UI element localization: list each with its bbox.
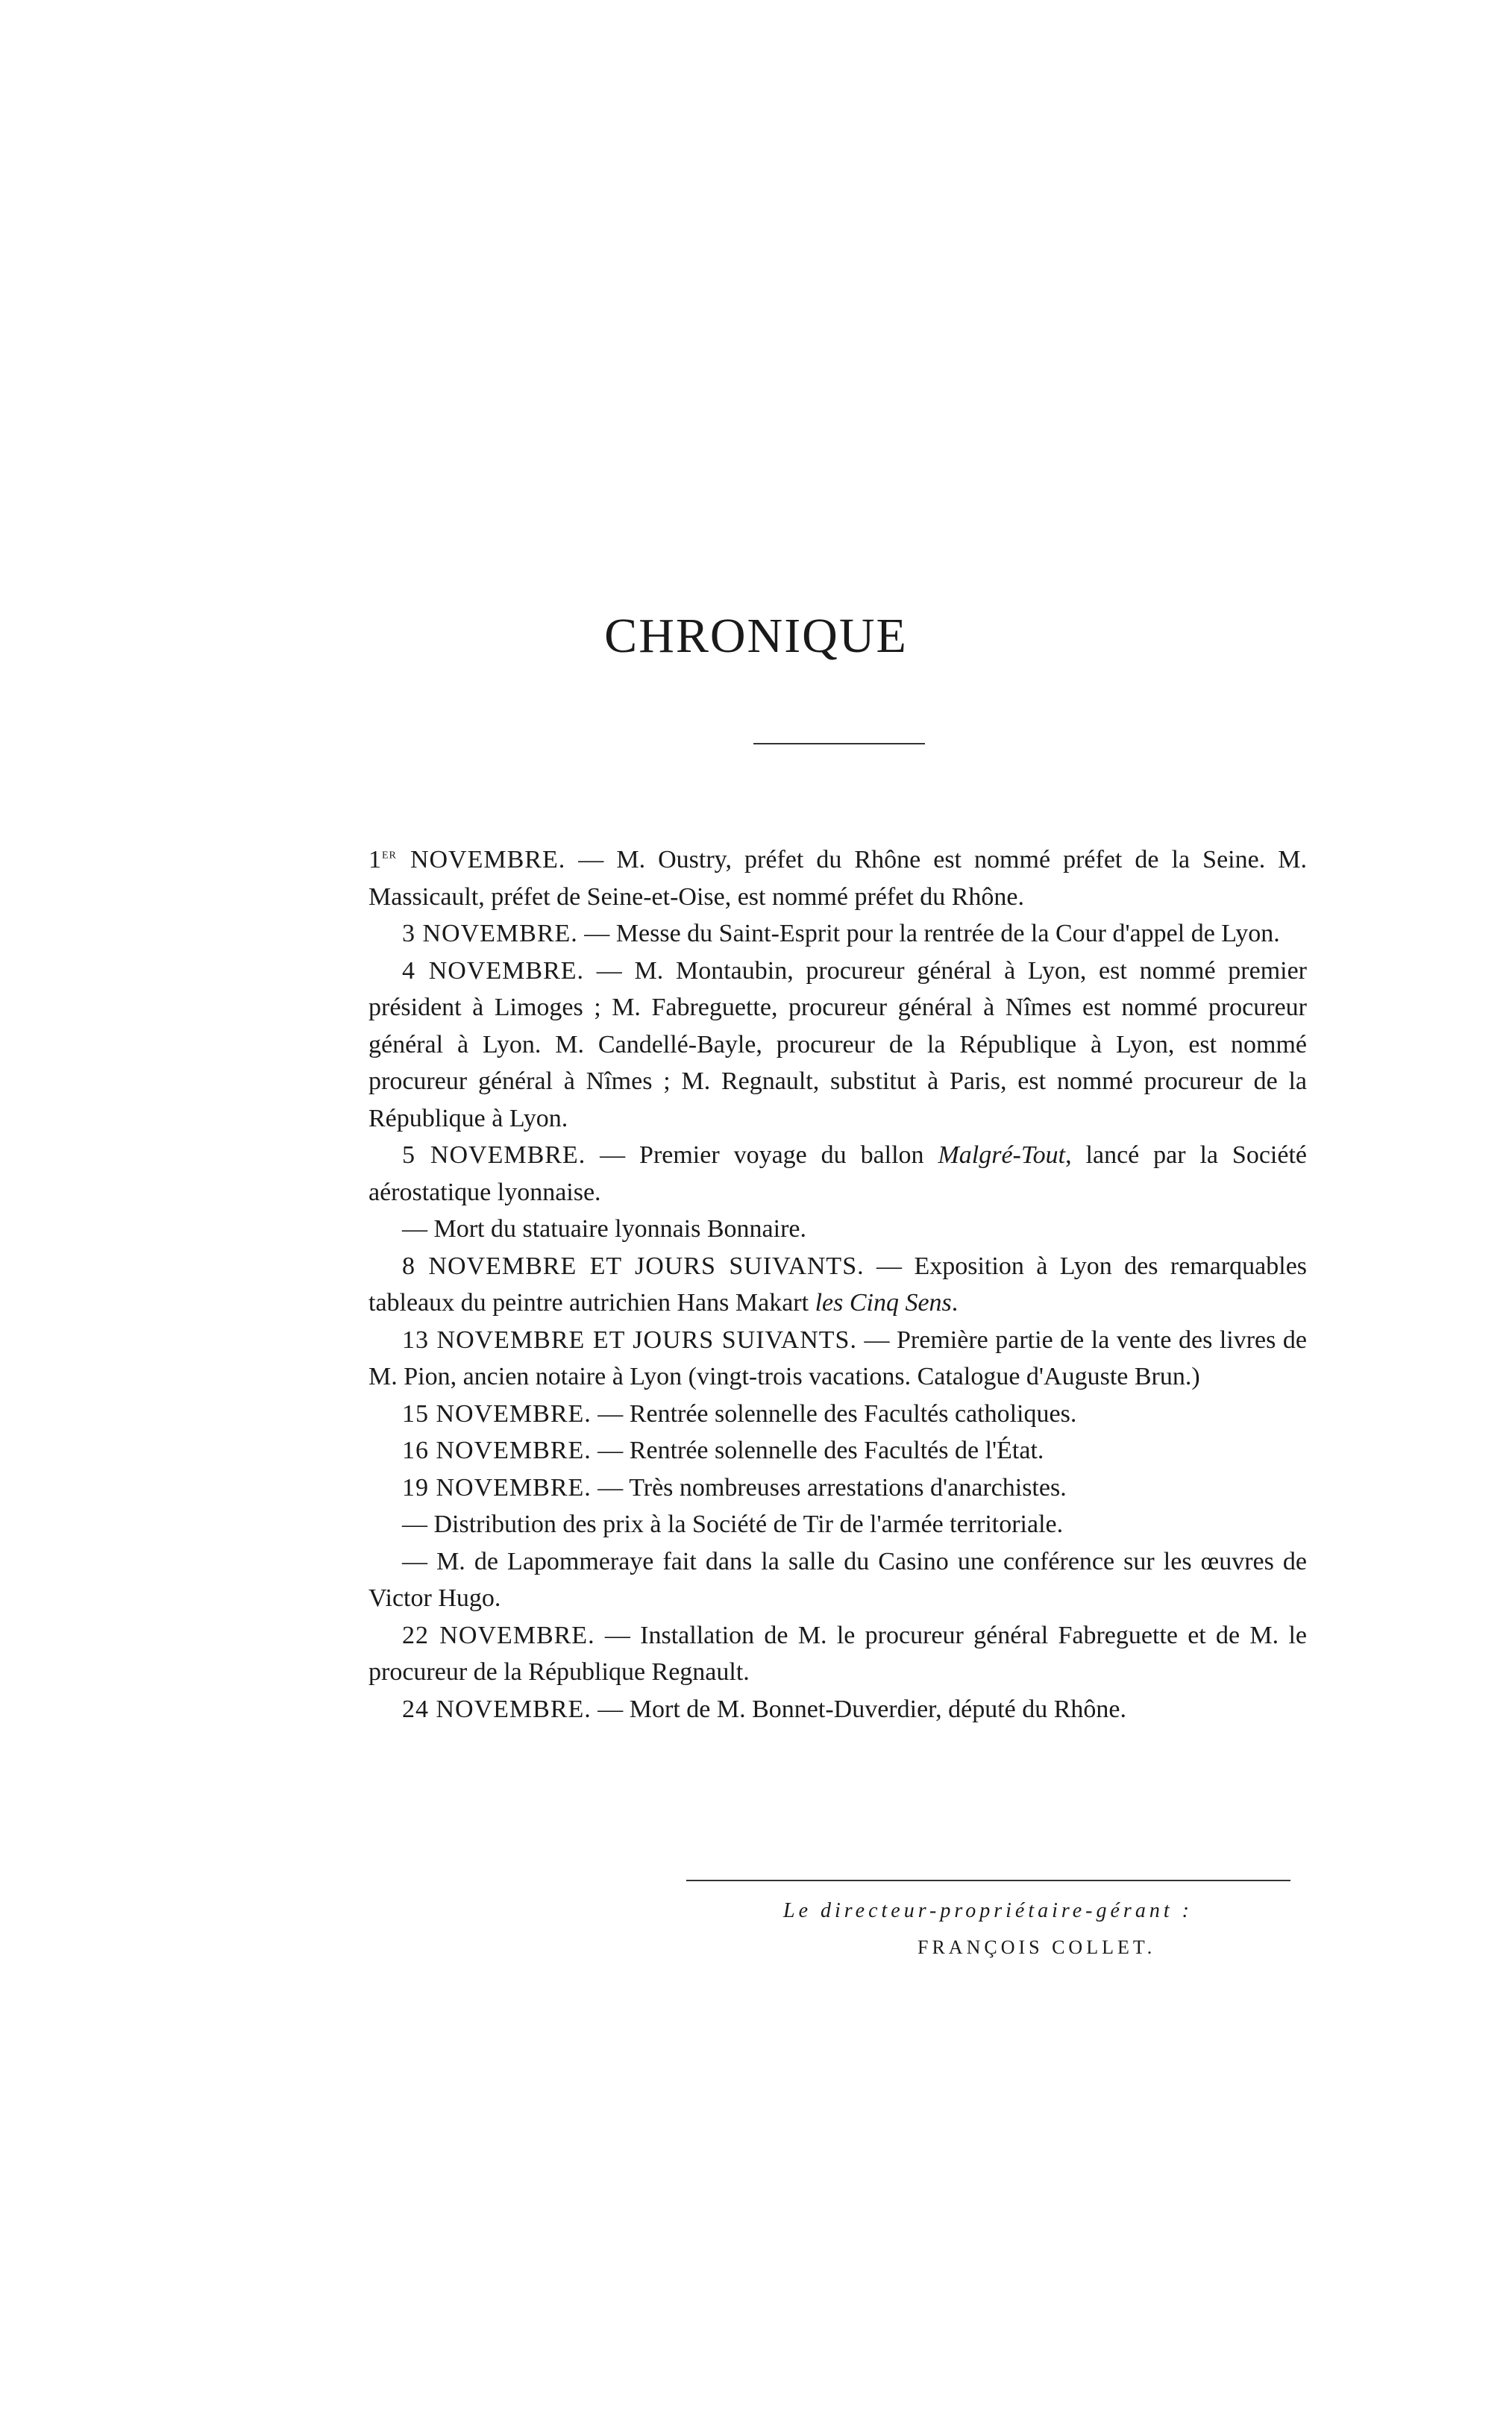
- signature-divider: [686, 1880, 1290, 1881]
- entry-text: Messe du Saint-Esprit pour la rentrée de la Cour d'appel de Lyon.: [615, 920, 1280, 947]
- page-title: CHRONIQUE: [604, 609, 908, 663]
- entry-text: Premier voyage du ballon: [639, 1141, 938, 1169]
- chronicle-entry: 22 NOVEMBRE. — Installation de M. le procureur général Fabreguette et de M. le procureur de la République Regnault.: [368, 1621, 1307, 1686]
- entry-date: 22 NOVEMBRE.: [402, 1621, 595, 1649]
- chronicle-entry: 4 NOVEMBRE. — M. Montaubin, procureur général à Lyon, est nommé premier président à Limoges ; M. Fabreguette, procureur général à Nîmes est nommé procureur général à Lyon. M. Candellé-Bayle, procureur de la République à Lyon, est nommé procureur général à Nîmes ; M. Regnault, substitut à Paris, est nommé procureur de la République à Lyon.: [368, 956, 1308, 1132]
- entry-text: Rentrée solennelle des Facultés de l'État.: [629, 1437, 1044, 1464]
- entry-date: 13 NOVEMBRE ET JOURS SUIVANTS.: [402, 1326, 857, 1354]
- entry-date: 15 NOVEMBRE.: [402, 1399, 592, 1428]
- chronicle-entry: 16 NOVEMBRE. — Rentrée solennelle des Facultés de l'État.: [402, 1437, 1044, 1464]
- chronicle-entry: 24 NOVEMBRE. — Mort de M. Bonnet-Duverdier, député du Rhône.: [402, 1695, 1127, 1723]
- entry-date: 4 NOVEMBRE.: [402, 956, 585, 985]
- entry-date: 16 NOVEMBRE.: [402, 1437, 592, 1464]
- entry-text: Très nombreuses arrestations d'anarchistes.: [629, 1473, 1067, 1502]
- entry-text: Première partie de la vente des livres de M. Pion, ancien notaire à Lyon (vingt-trois vacations. Catalogue d'Auguste Brun.): [368, 1326, 1307, 1390]
- entry-text: M. Oustry, préfet du Rhône est nommé préfet de la Seine. M. Massicault, préfet de Seine-et-Oise, est nommé préfet du Rhône.: [368, 846, 1307, 911]
- chronicle-entry: 8 NOVEMBRE ET JOURS SUIVANTS. — Exposition à Lyon des remarquables tableaux du peintre autrichien Hans Makart les Cinq Sens.: [368, 1252, 1308, 1317]
- chronicle-entry: 15 NOVEMBRE. — Rentrée solennelle des Facultés catholiques.: [402, 1399, 1077, 1428]
- entry-text: M. de Lapommeraye fait dans la salle du Casino une conférence sur les œuvres de Victor Hugo.: [368, 1547, 1308, 1612]
- artwork-title: les Cinq Sens: [815, 1289, 952, 1317]
- entry-text: M. Montaubin, procureur général à Lyon, est nommé premier président à Limoges ; M. Fabreguette, procureur général à Nîmes est nommé procureur général à Lyon. M. Candellé-Bayle, procureur de la République à Lyon, est nommé procureur général à Nîmes ; M. Regnault, substitut à Paris, est nommé procureur de la République à Lyon.: [368, 956, 1308, 1132]
- chronicle-entry: — Mort du statuaire lyonnais Bonnaire.: [402, 1215, 807, 1243]
- chronicle-entry: 1er NOVEMBRE. — M. Oustry, préfet du Rhône est nommé préfet de la Seine. M. Massicault, préfet de Seine-et-Oise, est nommé préfet du Rhône.: [368, 845, 1307, 911]
- balloon-name: Malgré-Tout: [938, 1141, 1066, 1169]
- entry-date: 8 NOVEMBRE ET JOURS SUIVANTS.: [402, 1252, 865, 1280]
- entry-date: 19 NOVEMBRE.: [402, 1473, 592, 1502]
- chronicle-entry: — M. de Lapommeraye fait dans la salle du Casino une conférence sur les œuvres de Victor Hugo.: [368, 1547, 1308, 1612]
- signature-title: Le directeur-propriétaire-gérant :: [783, 1899, 1193, 1922]
- entry-text: Exposition à Lyon des remarquables tableaux du peintre autrichien Hans Makart: [368, 1252, 1308, 1317]
- entry-date: 3 NOVEMBRE.: [402, 920, 578, 947]
- entry-text: Mort de M. Bonnet-Duverdier, député du Rhône.: [629, 1695, 1127, 1723]
- chronicle-entry: 19 NOVEMBRE. — Très nombreuses arrestations d'anarchistes.: [402, 1473, 1067, 1502]
- entry-text: Mort du statuaire lyonnais Bonnaire.: [433, 1215, 807, 1243]
- chronicle-entry: 3 NOVEMBRE. — Messe du Saint-Esprit pour la rentrée de la Cour d'appel de Lyon.: [402, 920, 1280, 947]
- entry-text: Installation de M. le procureur général Fabreguette et de M. le procureur de la République Regnault.: [368, 1621, 1307, 1686]
- entry-text: Rentrée solennelle des Facultés catholiques.: [629, 1399, 1077, 1428]
- chronicle-list: [368, 841, 1307, 1728]
- entry-date: 5 NOVEMBRE.: [402, 1141, 586, 1169]
- chronicle-entry: 5 NOVEMBRE. — Premier voyage du ballon Malgré-Tout, lancé par la Société aérostatique lyonnaise.: [368, 1141, 1308, 1206]
- chronicle-entry: — Distribution des prix à la Société de Tir de l'armée territoriale.: [402, 1511, 1064, 1538]
- entry-date: 1er NOVEMBRE.: [368, 845, 566, 873]
- entry-text: Distribution des prix à la Société de Tir de l'armée territoriale.: [433, 1511, 1064, 1538]
- chronicle-entry: 13 NOVEMBRE ET JOURS SUIVANTS. — Première partie de la vente des livres de M. Pion, ancien notaire à Lyon (vingt-trois vacations. Catalogue d'Auguste Brun.): [368, 1326, 1307, 1390]
- title-divider: [753, 743, 925, 744]
- entry-date: 24 NOVEMBRE.: [402, 1695, 592, 1723]
- signature-name: FRANÇOIS COLLET.: [917, 1936, 1156, 1958]
